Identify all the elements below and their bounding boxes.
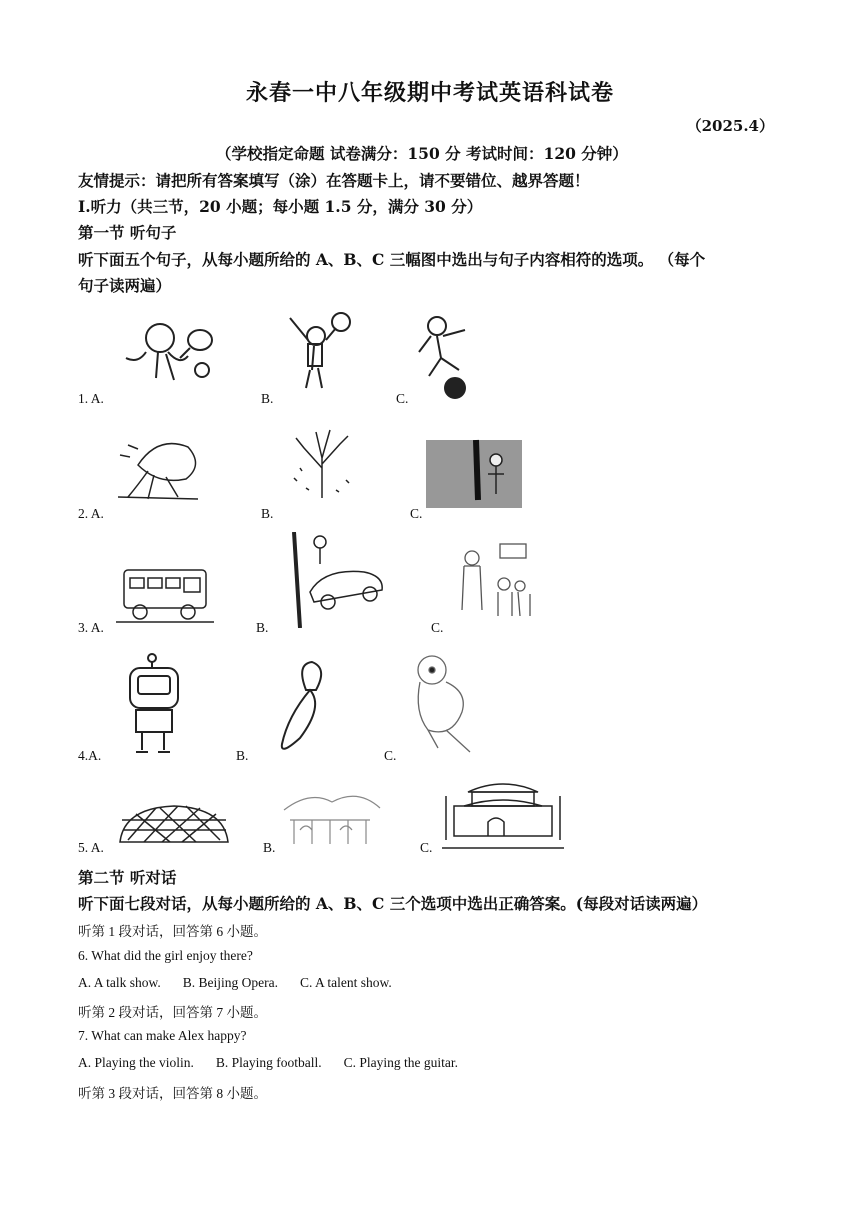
tennis-boy-picture bbox=[118, 318, 218, 384]
car-accident-picture bbox=[284, 532, 388, 628]
bus-picture bbox=[116, 560, 214, 626]
q5-label-b: B. bbox=[263, 840, 276, 855]
q1-label-b: B. bbox=[261, 391, 274, 406]
landscape-picture bbox=[280, 780, 384, 850]
section-heading: I.听力（共三节，20 小题；每小题 1.5 分，满分 30 分） bbox=[78, 197, 483, 216]
volleyball-boy-picture bbox=[286, 310, 356, 392]
windy-tree-picture bbox=[108, 425, 206, 505]
q7-option-b: B. Playing football. bbox=[215, 1055, 322, 1070]
part1-instruction: 听下面五个句子，从每小题所给的 A、B、C 三幅图中选出与句子内容相符的选项。 （每个 bbox=[78, 250, 706, 269]
exam-date: （2025.4） bbox=[686, 117, 774, 135]
q3-label-b: B. bbox=[256, 620, 269, 635]
q6-option-c: C. A talent show. bbox=[300, 975, 392, 990]
page-title: 永春一中八年级期中考试英语科试卷 bbox=[245, 80, 614, 106]
q7-option-a: A. Playing the violin. bbox=[78, 1055, 194, 1070]
exam-info: （学校指定命题 试卷满分：150 分 考试时间：120 分钟） bbox=[216, 144, 628, 163]
dialogue-3-intro: 听第 3 段对话，回答第 8 小题。 bbox=[78, 1086, 267, 1101]
q3-label-a: 3. A. bbox=[78, 620, 104, 635]
dialogue-1-intro: 听第 1 段对话，回答第 6 小题。 bbox=[78, 924, 267, 939]
soccer-boy-picture bbox=[415, 312, 501, 402]
autumn-tree-picture bbox=[286, 418, 358, 500]
q3-label-c: C. bbox=[431, 620, 444, 635]
question-6: 6. What did the girl enjoy there? bbox=[78, 948, 253, 963]
q2-label-b: B. bbox=[261, 506, 274, 521]
q2-label-a: 2. A. bbox=[78, 506, 104, 521]
q1-label-a: 1. A. bbox=[78, 391, 104, 406]
q6-option-a: A. A talk show. bbox=[78, 975, 161, 990]
q6-option-b: B. Beijing Opera. bbox=[182, 975, 278, 990]
people-sign-picture bbox=[442, 540, 538, 624]
part1-instruction-cont: 句子读两遍） bbox=[78, 276, 172, 295]
tiananmen-picture bbox=[438, 776, 568, 850]
part1-title: 第一节 听句子 bbox=[78, 223, 177, 242]
owl-picture bbox=[398, 652, 484, 756]
friendly-tip: 友情提示：请把所有答案填写（涂）在答题卡上，请不要错位、越界答题！ bbox=[78, 171, 590, 190]
part2-instruction: 听下面七段对话，从每小题所给的 A、B、C 三个选项中选出正确答案。(每段对话读两遍） bbox=[78, 894, 708, 913]
question-6-options bbox=[78, 975, 414, 991]
q7-option-c: C. Playing the guitar. bbox=[343, 1055, 458, 1070]
q4-label-a: 4.A. bbox=[78, 748, 102, 763]
q2-label-c: C. bbox=[410, 506, 423, 521]
part2-title: 第二节 听对话 bbox=[78, 868, 177, 887]
q4-label-b: B. bbox=[236, 748, 249, 763]
q4-label-c: C. bbox=[384, 748, 397, 763]
robot-picture bbox=[120, 652, 192, 756]
q5-label-a: 5. A. bbox=[78, 840, 104, 855]
planting-trees-picture bbox=[426, 430, 522, 508]
radish-picture bbox=[266, 660, 334, 756]
question-7: 7. What can make Alex happy? bbox=[78, 1028, 247, 1043]
question-7-options bbox=[78, 1055, 480, 1071]
q1-label-c: C. bbox=[396, 391, 409, 406]
dialogue-2-intro: 听第 2 段对话，回答第 7 小题。 bbox=[78, 1005, 267, 1020]
q5-label-c: C. bbox=[420, 840, 433, 855]
birds-nest-stadium-picture bbox=[116, 800, 232, 846]
